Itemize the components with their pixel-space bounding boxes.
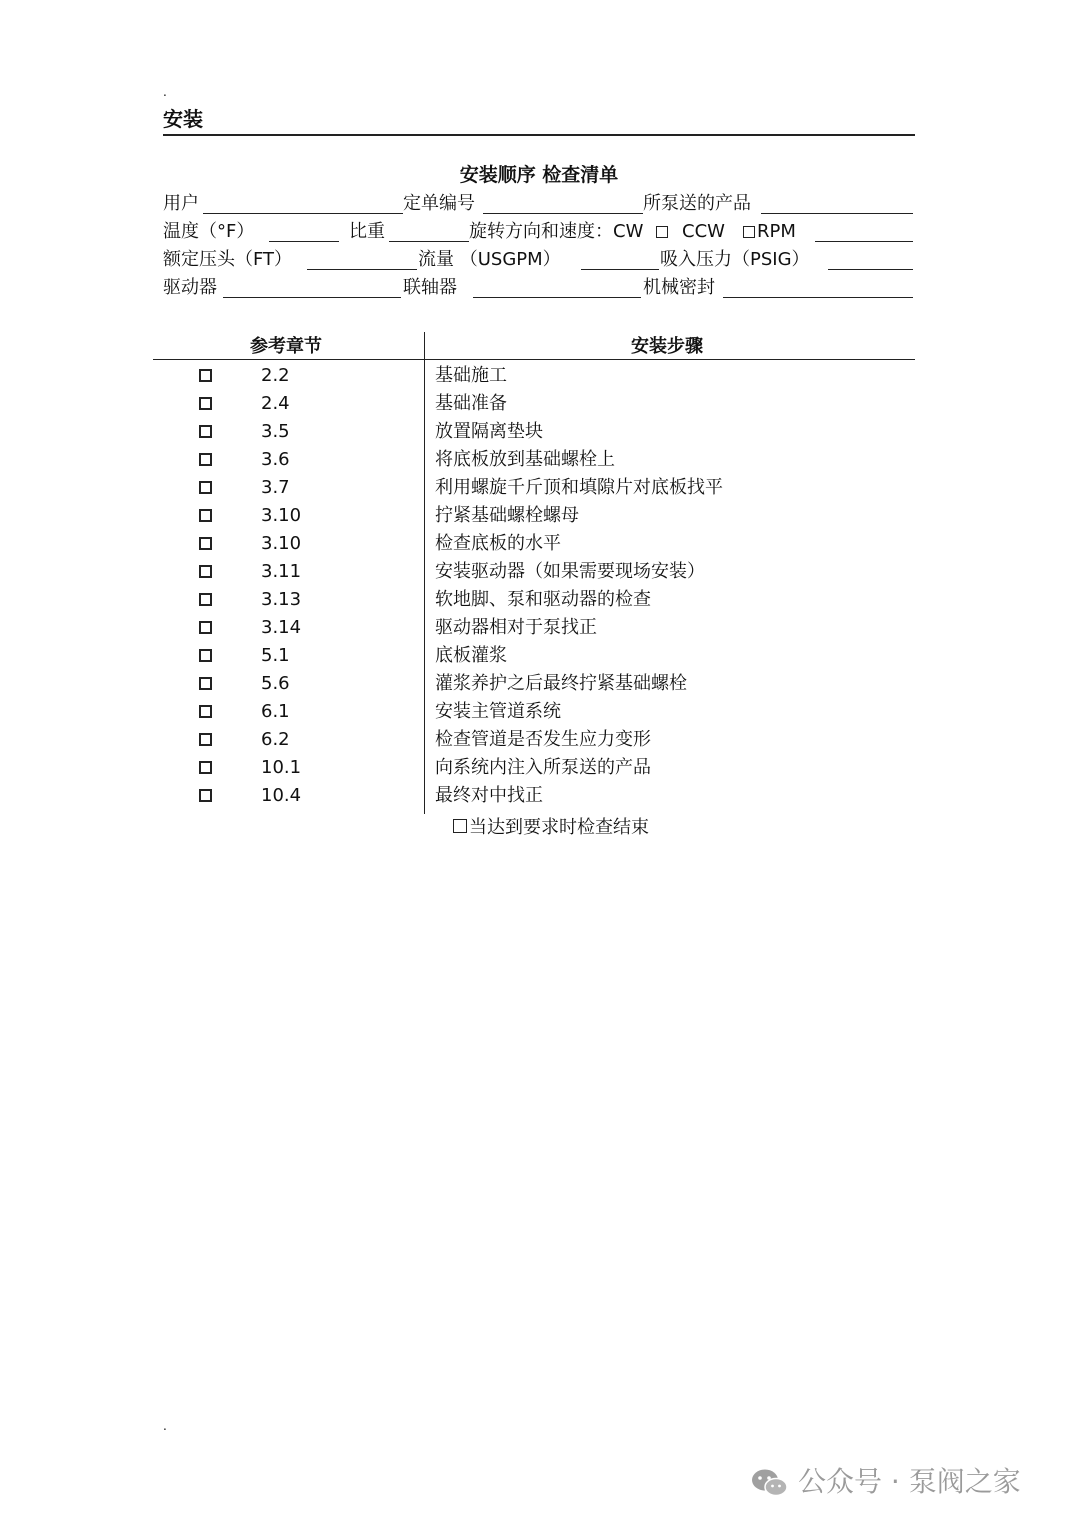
row-checkbox[interactable] [199,537,212,550]
head-label: 额定压头（FT） [163,249,293,270]
table-row [153,474,915,502]
row-checkbox[interactable] [199,705,212,718]
table-row [153,418,915,446]
suction-label: 吸入压力（PSIG） [660,249,810,270]
row-checkbox[interactable] [199,593,212,606]
product-field[interactable] [761,213,913,214]
row-ref: 3.10 [261,505,302,526]
row-checkbox[interactable] [199,733,212,746]
coupling-label: 联轴器 [403,277,457,298]
row-step: 基础准备 [435,393,507,414]
row-ref: 2.2 [261,365,290,386]
row-step: 最终对中找正 [435,785,543,806]
head-field[interactable] [307,269,417,270]
ccw-label: CCW [682,221,725,242]
rotation-label: 旋转方向和速度：CW [469,221,644,242]
row-step: 底板灌浆 [435,645,507,666]
table-row [153,698,915,726]
order-no-field[interactable] [483,213,643,214]
table-row [153,754,915,782]
row-step: 灌浆养护之后最终拧紧基础螺栓 [435,673,687,694]
seal-label: 机械密封 [643,277,715,298]
form-line-user [163,191,915,217]
row-checkbox[interactable] [199,789,212,802]
ref-column-header: 参考章节 [250,336,322,357]
row-checkbox[interactable] [199,397,212,410]
top-mark: . [163,85,167,99]
driver-label: 驱动器 [163,277,217,298]
coupling-field[interactable] [473,297,641,298]
row-checkbox[interactable] [199,621,212,634]
table-row [153,782,915,810]
table-row [153,558,915,586]
suction-field[interactable] [828,269,913,270]
row-ref: 3.11 [261,561,302,582]
row-step: 将底板放到基础螺栓上 [435,449,615,470]
row-ref: 3.10 [261,533,302,554]
row-step: 安装主管道系统 [435,701,561,722]
wechat-icon [750,1468,790,1498]
row-ref: 3.7 [261,477,290,498]
table-row [153,614,915,642]
end-checkbox[interactable] [453,819,467,833]
rpm-label: RPM [757,221,796,242]
table-row [153,670,915,698]
row-step: 驱动器相对于泵找正 [435,617,597,638]
table-row [153,586,915,614]
order-no-label: 定单编号 [403,193,475,214]
row-step: 利用螺旋千斤顶和填隙片对底板找平 [435,477,723,498]
row-ref: 6.2 [261,729,290,750]
row-step: 拧紧基础螺栓螺母 [435,505,579,526]
end-note-text: 当达到要求时检查结束 [469,817,649,838]
sg-field[interactable] [389,241,469,242]
row-checkbox[interactable] [199,425,212,438]
product-label: 所泵送的产品 [643,193,751,214]
row-checkbox[interactable] [199,369,212,382]
user-field[interactable] [203,213,403,214]
flow-field[interactable] [581,269,659,270]
document-title: 安装顺序 检查清单 [459,164,619,186]
row-checkbox[interactable] [199,481,212,494]
row-ref: 3.6 [261,449,290,470]
row-checkbox[interactable] [199,453,212,466]
row-step: 放置隔离垫块 [435,421,543,442]
watermark-text: 公众号 · 泵阀之家 [798,1465,1021,1498]
flow-label: 流量 （USGPM） [418,249,561,270]
bottom-mark: . [163,1419,167,1433]
row-ref: 6.1 [261,701,290,722]
step-column-header: 安装步骤 [631,336,703,357]
table-row [153,362,915,390]
form-line-temp [163,219,915,245]
temp-label: 温度（°F） [163,221,255,242]
row-checkbox[interactable] [199,509,212,522]
table-row [153,726,915,754]
form-line-driver [163,275,915,301]
row-ref: 3.5 [261,421,290,442]
table-row [153,642,915,670]
row-step: 基础施工 [435,365,507,386]
end-note [453,814,649,842]
row-step: 安装驱动器（如果需要现场安装） [435,561,705,582]
row-step: 检查管道是否发生应力变形 [435,729,651,750]
row-step: 检查底板的水平 [435,533,561,554]
row-checkbox[interactable] [199,649,212,662]
row-checkbox[interactable] [199,677,212,690]
row-ref: 5.6 [261,673,290,694]
section-title: 安装 [163,106,915,136]
driver-field[interactable] [223,297,401,298]
row-ref: 10.4 [261,785,302,806]
row-ref: 10.1 [261,757,302,778]
row-checkbox[interactable] [199,761,212,774]
row-ref: 3.14 [261,617,302,638]
row-step: 软地脚、泵和驱动器的检查 [435,589,651,610]
form-line-head [163,247,915,273]
cw-checkbox[interactable] [656,226,668,238]
table-row [153,502,915,530]
table-row [153,446,915,474]
table-header-divider [153,359,915,360]
table-row [153,390,915,418]
rpm-field[interactable] [815,241,913,242]
temp-field[interactable] [269,241,339,242]
row-ref: 3.13 [261,589,302,610]
ccw-checkbox[interactable] [743,226,755,238]
sg-label: 比重 [349,221,385,242]
row-ref: 2.4 [261,393,290,414]
seal-field[interactable] [723,297,913,298]
table-row [153,530,915,558]
user-label: 用户 [163,193,199,214]
row-checkbox[interactable] [199,565,212,578]
row-step: 向系统内注入所泵送的产品 [435,757,651,778]
row-ref: 5.1 [261,645,290,666]
